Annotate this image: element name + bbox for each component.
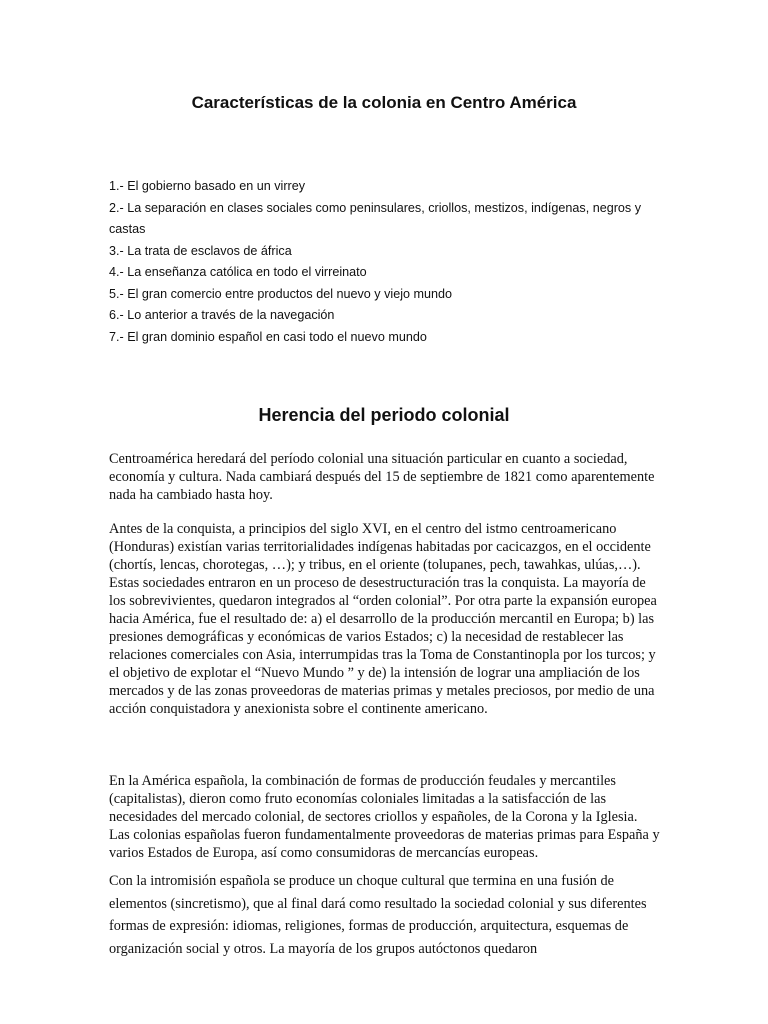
section-title-caracteristicas: Características de la colonia en Centro América (191, 93, 577, 112)
list-item: 4.- La enseñanza católica en todo el virreinato (109, 265, 367, 279)
list-item: 6.- Lo anterior a través de la navegación (109, 308, 335, 322)
paragraph: Centroamérica heredará del período colonial una situación particular en cuanto a sociedad, economía y cultura. Nada cambiará después del 15 de septiembre de 1821 como aparentemente nada ha cambiado hasta hoy. (109, 451, 655, 503)
paragraph: En la América española, la combinación de formas de producción feudales y mercantiles (capitalistas), dieron como fruto economías coloniales limitadas a la satisfacción de las necesidades del mercado colonial, de sectores criollos y españoles, de la Corona y la Iglesia. Las colonias españolas fueron fundamentalmente proveedoras de materias primas para España y varios Estados de Europa, así como consumidoras de mercancías europeas. (109, 773, 660, 861)
paragraph: Con la intromisión española se produce un choque cultural que termina en una fusión de elementos (sincretismo), que al final dará como resultado la sociedad colonial y sus diferentes formas de expresión: idiomas, religiones, formas de producción, arquitectura, esquemas de organización social y otros. La mayoría de los grupos autóctonos quedaron (109, 873, 647, 957)
list-item: 7.- El gran dominio español en casi todo el nuevo mundo (109, 329, 427, 344)
list-item: 2.- La separación en clases sociales como peninsulares, criollos, mestizos, indígenas, negros y castas (109, 200, 642, 236)
section-title-herencia: Herencia del periodo colonial (258, 405, 510, 425)
list-item: 5.- El gran comercio entre productos del nuevo y viejo mundo (109, 286, 453, 301)
list-item: 1.- El gobierno basado en un virrey (109, 179, 306, 193)
paragraph: Antes de la conquista, a principios del siglo XVI, en el centro del istmo centroamericano (Honduras) existían varias territorialidades indígenas habitadas por cacicazgos, en el occidente (chortís, lencas, chorotegas, …); y tribus, en el oriente (tolupanes, pech, tawahkas, ulúas,…). Estas sociedades entraron en un proceso de desestructuración tras la conquista. La mayoría de los sobrevivientes, quedaron integrados al “orden colonial”. Por otra parte la expansión europea hacia América, fue el resultado de: a) el desarrollo de la producción mercantil en Europa; b) las presiones demográficas y económicas de varios Estados; c) la necesidad de restablecer las relaciones comerciales con Asia, interrumpidas tras la Toma de Constantinopla por los turcos; y el objetivo de explotar el “Nuevo Mundo ” y de) la intensión de lograr una ampliación de los mercados y de las zonas proveedoras de materias primas y metales preciosos, por medio de una acción conquistadora y anexionista sobre el continente americano. (109, 521, 657, 717)
list-item: 3.- La trata de esclavos de áfrica (109, 243, 292, 258)
characteristics-list (109, 176, 669, 348)
